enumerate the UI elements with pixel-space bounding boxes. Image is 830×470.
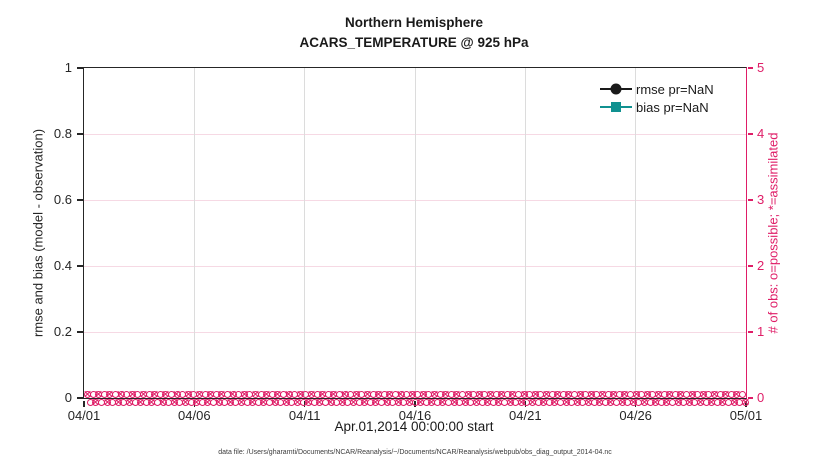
possible-obs-marker-icon (255, 399, 262, 406)
assimilated-obs-marker-icon (137, 399, 144, 406)
possible-obs-marker-icon (582, 391, 589, 398)
assimilated-obs-marker-icon (476, 391, 483, 398)
assimilated-obs-marker-icon (185, 391, 192, 398)
assimilated-obs-marker-icon (361, 399, 368, 406)
assimilated-obs-marker-icon (84, 391, 91, 398)
assimilated-obs-marker-icon (719, 399, 726, 406)
possible-obs-marker-icon (661, 391, 668, 398)
possible-obs-marker-icon (347, 391, 354, 398)
possible-obs-marker-icon (568, 399, 575, 406)
possible-obs-marker-icon (381, 391, 388, 398)
possible-obs-marker-icon (481, 391, 488, 398)
legend-item (600, 98, 714, 116)
x-axis-label: Apr.01,2014 00:00:00 start (334, 419, 494, 434)
possible-obs-marker-icon (221, 399, 228, 406)
possible-obs-marker-icon (378, 399, 385, 406)
possible-obs-marker-icon (579, 399, 586, 406)
possible-obs-marker-icon (425, 391, 432, 398)
assimilated-obs-marker-icon (599, 391, 606, 398)
assimilated-obs-marker-icon (655, 391, 662, 398)
possible-obs-marker-icon (291, 391, 298, 398)
possible-obs-marker-icon (325, 391, 332, 398)
assimilated-obs-marker-icon (495, 399, 502, 406)
possible-obs-marker-icon (705, 391, 712, 398)
y-left-tick-mark (77, 265, 83, 266)
assimilated-obs-marker-icon (529, 399, 536, 406)
possible-obs-marker-icon (101, 391, 108, 398)
vertical-gridline (525, 68, 526, 398)
possible-obs-marker-icon (624, 399, 631, 406)
y-left-tick-mark (77, 199, 83, 200)
assimilated-obs-marker-icon (286, 391, 293, 398)
possible-obs-marker-icon (258, 391, 265, 398)
assimilated-obs-marker-icon (375, 391, 382, 398)
x-tick-mark (194, 401, 195, 407)
possible-obs-marker-icon (714, 399, 721, 406)
assimilated-obs-marker-icon (182, 399, 189, 406)
assimilated-obs-marker-icon (353, 391, 360, 398)
possible-obs-marker-icon (87, 399, 94, 406)
possible-obs-marker-icon (593, 391, 600, 398)
possible-obs-marker-icon (649, 391, 656, 398)
assimilated-obs-marker-icon (160, 399, 167, 406)
legend-item-label: bias pr=NaN (636, 99, 709, 115)
assimilated-obs-marker-icon (328, 399, 335, 406)
assimilated-obs-marker-icon (104, 399, 111, 406)
assimilated-obs-marker-icon (596, 399, 603, 406)
assimilated-obs-marker-icon (151, 391, 158, 398)
y-left-tick-label: 0.4 (53, 258, 72, 273)
assimilated-obs-marker-icon (473, 399, 480, 406)
possible-obs-marker-icon (90, 391, 97, 398)
possible-obs-marker-icon (244, 399, 251, 406)
possible-obs-marker-icon (512, 399, 519, 406)
assimilated-obs-marker-icon (465, 391, 472, 398)
possible-obs-marker-icon (571, 391, 578, 398)
y-right-tick-label: 3 (757, 192, 765, 207)
assimilated-obs-marker-icon (484, 399, 491, 406)
assimilated-obs-marker-icon (722, 391, 729, 398)
assimilated-obs-marker-icon (218, 391, 225, 398)
x-tick-label: 04/16 (398, 408, 432, 423)
x-tick-mark (745, 401, 746, 407)
y-left-tick-label: 0.6 (53, 192, 72, 207)
possible-obs-marker-icon (157, 391, 164, 398)
y-right-tick-mark (748, 199, 754, 200)
y-right-tick-mark (748, 67, 754, 68)
possible-obs-marker-icon (728, 391, 735, 398)
vertical-gridline (415, 68, 416, 398)
x-tick-label: 04/11 (288, 408, 321, 423)
possible-obs-marker-icon (98, 399, 105, 406)
assimilated-obs-marker-icon (384, 399, 391, 406)
assimilated-obs-marker-icon (652, 399, 659, 406)
assimilated-obs-marker-icon (171, 399, 178, 406)
possible-obs-marker-icon (535, 399, 542, 406)
possible-obs-marker-icon (669, 399, 676, 406)
possible-obs-marker-icon (437, 391, 444, 398)
y-left-tick-label: 1 (64, 60, 72, 75)
assimilated-obs-marker-icon (675, 399, 682, 406)
assimilated-obs-marker-icon (115, 399, 122, 406)
assimilated-obs-marker-icon (677, 391, 684, 398)
assimilated-obs-marker-icon (731, 399, 738, 406)
assimilated-obs-marker-icon (565, 391, 572, 398)
possible-obs-marker-icon (459, 391, 466, 398)
assimilated-obs-marker-icon (92, 399, 99, 406)
assimilated-obs-marker-icon (686, 399, 693, 406)
assimilated-obs-marker-icon (241, 391, 248, 398)
assimilated-obs-marker-icon (263, 391, 270, 398)
legend-line-sample (600, 88, 632, 90)
possible-obs-marker-icon (683, 391, 690, 398)
y-left-tick-mark (77, 397, 83, 398)
assimilated-obs-marker-icon (551, 399, 558, 406)
possible-obs-marker-icon (202, 391, 209, 398)
y-axis-label-right: # of obs: o=possible; *=assimilated (765, 132, 781, 334)
possible-obs-marker-icon (314, 391, 321, 398)
y-left-tick-label: 0.8 (53, 126, 72, 141)
possible-obs-marker-icon (739, 391, 746, 398)
possible-obs-marker-icon (470, 391, 477, 398)
possible-obs-marker-icon (300, 399, 307, 406)
y-left-tick-mark (77, 67, 83, 68)
assimilated-obs-marker-icon (428, 399, 435, 406)
x-tick-label: 04/06 (178, 408, 211, 423)
assimilated-obs-marker-icon (577, 391, 584, 398)
y-right-tick-label: 0 (757, 390, 765, 405)
legend (600, 80, 714, 116)
assimilated-obs-marker-icon (532, 391, 539, 398)
assimilated-obs-marker-icon (230, 391, 237, 398)
chart-title-line1: Northern Hemisphere (344, 15, 484, 30)
y-left-tick-mark (77, 331, 83, 332)
possible-obs-marker-icon (680, 399, 687, 406)
possible-obs-marker-icon (445, 399, 452, 406)
assimilated-obs-marker-icon (339, 399, 346, 406)
possible-obs-marker-icon (224, 391, 231, 398)
assimilated-obs-marker-icon (708, 399, 715, 406)
possible-obs-marker-icon (501, 399, 508, 406)
possible-obs-marker-icon (392, 391, 399, 398)
possible-obs-marker-icon (112, 391, 119, 398)
possible-obs-marker-icon (213, 391, 220, 398)
possible-obs-marker-icon (616, 391, 623, 398)
possible-obs-marker-icon (560, 391, 567, 398)
assimilated-obs-marker-icon (106, 391, 113, 398)
possible-obs-marker-icon (322, 399, 329, 406)
possible-obs-marker-icon (165, 399, 172, 406)
assimilated-obs-marker-icon (294, 399, 301, 406)
possible-obs-marker-icon (123, 391, 130, 398)
possible-obs-marker-icon (336, 391, 343, 398)
possible-obs-marker-icon (246, 391, 253, 398)
assimilated-obs-marker-icon (297, 391, 304, 398)
assimilated-obs-marker-icon (487, 391, 494, 398)
possible-obs-marker-icon (109, 399, 116, 406)
vertical-gridline (304, 68, 305, 398)
possible-obs-marker-icon (154, 399, 161, 406)
assimilated-obs-marker-icon (700, 391, 707, 398)
assimilated-obs-marker-icon (162, 391, 169, 398)
possible-obs-marker-icon (367, 399, 374, 406)
possible-obs-marker-icon (546, 399, 553, 406)
possible-obs-marker-icon (232, 399, 239, 406)
vertical-gridline (635, 68, 636, 398)
possible-obs-marker-icon (658, 399, 665, 406)
y-right-tick-label: 2 (757, 258, 765, 273)
possible-obs-marker-icon (493, 391, 500, 398)
possible-obs-marker-icon (333, 399, 340, 406)
bias-square-marker-icon (611, 102, 621, 112)
y-right-tick-mark (748, 133, 754, 134)
assimilated-obs-marker-icon (148, 399, 155, 406)
x-tick-label: 04/26 (619, 408, 652, 423)
assimilated-obs-marker-icon (574, 399, 581, 406)
possible-obs-marker-icon (134, 391, 141, 398)
possible-obs-marker-icon (400, 399, 407, 406)
assimilated-obs-marker-icon (274, 391, 281, 398)
vertical-gridline (194, 68, 195, 398)
assimilated-obs-marker-icon (588, 391, 595, 398)
assimilated-obs-marker-icon (666, 391, 673, 398)
possible-obs-marker-icon (448, 391, 455, 398)
possible-obs-marker-icon (717, 391, 724, 398)
assimilated-obs-marker-icon (305, 399, 312, 406)
possible-obs-marker-icon (515, 391, 522, 398)
possible-obs-marker-icon (526, 391, 533, 398)
legend-item-label: rmse pr=NaN (636, 81, 714, 97)
y-right-tick-label: 4 (757, 126, 765, 141)
assimilated-obs-marker-icon (372, 399, 379, 406)
possible-obs-marker-icon (120, 399, 127, 406)
assimilated-obs-marker-icon (689, 391, 696, 398)
x-tick-label: 04/01 (67, 408, 101, 423)
possible-obs-marker-icon (725, 399, 732, 406)
assimilated-obs-marker-icon (451, 399, 458, 406)
y-left-tick-label: 0 (64, 390, 72, 405)
x-tick-label: 04/21 (509, 408, 542, 423)
possible-obs-marker-icon (703, 399, 710, 406)
assimilated-obs-marker-icon (238, 399, 245, 406)
possible-obs-marker-icon (423, 399, 430, 406)
possible-obs-marker-icon (627, 391, 634, 398)
possible-obs-marker-icon (403, 391, 410, 398)
assimilated-obs-marker-icon (498, 391, 505, 398)
assimilated-obs-marker-icon (442, 391, 449, 398)
assimilated-obs-marker-icon (431, 391, 438, 398)
assimilated-obs-marker-icon (207, 391, 214, 398)
possible-obs-marker-icon (434, 399, 441, 406)
assimilated-obs-marker-icon (272, 399, 279, 406)
possible-obs-marker-icon (694, 391, 701, 398)
assimilated-obs-marker-icon (126, 399, 133, 406)
assimilated-obs-marker-icon (733, 391, 740, 398)
assimilated-obs-marker-icon (364, 391, 371, 398)
possible-obs-marker-icon (143, 399, 150, 406)
assimilated-obs-marker-icon (644, 391, 651, 398)
assimilated-obs-marker-icon (174, 391, 181, 398)
assimilated-obs-marker-icon (342, 391, 349, 398)
possible-obs-marker-icon (479, 399, 486, 406)
possible-obs-marker-icon (235, 391, 242, 398)
possible-obs-marker-icon (647, 399, 654, 406)
possible-obs-marker-icon (356, 399, 363, 406)
assimilated-obs-marker-icon (509, 391, 516, 398)
assimilated-obs-marker-icon (319, 391, 326, 398)
possible-obs-marker-icon (389, 399, 396, 406)
assimilated-obs-marker-icon (398, 391, 405, 398)
assimilated-obs-marker-icon (641, 399, 648, 406)
possible-obs-marker-icon (199, 399, 206, 406)
possible-obs-marker-icon (605, 391, 612, 398)
possible-obs-marker-icon (490, 399, 497, 406)
assimilated-obs-marker-icon (216, 399, 223, 406)
assimilated-obs-marker-icon (386, 391, 393, 398)
assimilated-obs-marker-icon (540, 399, 547, 406)
x-tick-mark (414, 401, 415, 407)
possible-obs-marker-icon (557, 399, 564, 406)
possible-obs-marker-icon (269, 391, 276, 398)
y-right-tick-mark (748, 265, 754, 266)
possible-obs-marker-icon (613, 399, 620, 406)
y-axis-label-left: rmse and bias (model - observation) (30, 128, 46, 338)
assimilated-obs-marker-icon (330, 391, 337, 398)
x-tick-mark (304, 401, 305, 407)
possible-obs-marker-icon (210, 399, 217, 406)
assimilated-obs-marker-icon (585, 399, 592, 406)
y-right-tick-label: 5 (757, 60, 765, 75)
assimilated-obs-marker-icon (350, 399, 357, 406)
plot-area (30, 60, 781, 423)
possible-obs-marker-icon (266, 399, 273, 406)
rmse-circle-marker-icon (611, 84, 622, 95)
possible-obs-marker-icon (311, 399, 318, 406)
possible-obs-marker-icon (132, 399, 139, 406)
assimilated-obs-marker-icon (316, 399, 323, 406)
y-right-tick-mark (748, 397, 754, 398)
x-tick-label: 05/01 (729, 408, 763, 423)
y-left-tick-label: 0.2 (53, 324, 72, 339)
possible-obs-marker-icon (672, 391, 679, 398)
assimilated-obs-marker-icon (406, 399, 413, 406)
assimilated-obs-marker-icon (453, 391, 460, 398)
possible-obs-marker-icon (549, 391, 556, 398)
possible-obs-marker-icon (168, 391, 175, 398)
possible-obs-marker-icon (635, 399, 642, 406)
assimilated-obs-marker-icon (420, 391, 427, 398)
assimilated-obs-marker-icon (308, 391, 315, 398)
possible-obs-marker-icon (736, 399, 743, 406)
assimilated-obs-marker-icon (439, 399, 446, 406)
assimilated-obs-marker-icon (543, 391, 550, 398)
possible-obs-marker-icon (277, 399, 284, 406)
assimilated-obs-marker-icon (249, 399, 256, 406)
legend-item (600, 80, 714, 98)
y-right-tick-label: 1 (757, 324, 765, 339)
possible-obs-marker-icon (691, 399, 698, 406)
possible-obs-marker-icon (602, 399, 609, 406)
assimilated-obs-marker-icon (619, 399, 626, 406)
assimilated-obs-marker-icon (118, 391, 125, 398)
assimilated-obs-marker-icon (227, 399, 234, 406)
possible-obs-marker-icon (456, 399, 463, 406)
assimilated-obs-marker-icon (697, 399, 704, 406)
assimilated-obs-marker-icon (95, 391, 102, 398)
possible-obs-marker-icon (344, 399, 351, 406)
possible-obs-marker-icon (638, 391, 645, 398)
assimilated-obs-marker-icon (252, 391, 259, 398)
possible-obs-marker-icon (370, 391, 377, 398)
x-tick-mark (635, 401, 636, 407)
data-file-footnote: data file: /Users/gharamti/Documents/NCAR/Reanalysis/~/Documents/NCAR/Reanalysis/webpub/obs_diag_output_2014-04.nc (218, 449, 612, 456)
assimilated-obs-marker-icon (283, 399, 290, 406)
chart-title (83, 13, 745, 53)
assimilated-obs-marker-icon (563, 399, 570, 406)
possible-obs-marker-icon (179, 391, 186, 398)
possible-obs-marker-icon (146, 391, 153, 398)
possible-obs-marker-icon (537, 391, 544, 398)
assimilated-obs-marker-icon (204, 399, 211, 406)
assimilated-obs-marker-icon (129, 391, 136, 398)
y-right-tick-mark (748, 331, 754, 332)
assimilated-obs-marker-icon (260, 399, 267, 406)
assimilated-obs-marker-icon (140, 391, 147, 398)
assimilated-obs-marker-icon (621, 391, 628, 398)
assimilated-obs-marker-icon (417, 399, 424, 406)
assimilated-obs-marker-icon (607, 399, 614, 406)
assimilated-obs-marker-icon (663, 399, 670, 406)
x-tick-mark (83, 401, 84, 407)
possible-obs-marker-icon (591, 399, 598, 406)
possible-obs-marker-icon (176, 399, 183, 406)
possible-obs-marker-icon (504, 391, 511, 398)
assimilated-obs-marker-icon (507, 399, 514, 406)
possible-obs-marker-icon (288, 399, 295, 406)
assimilated-obs-marker-icon (711, 391, 718, 398)
assimilated-obs-marker-icon (610, 391, 617, 398)
assimilated-obs-marker-icon (554, 391, 561, 398)
assimilated-obs-marker-icon (395, 399, 402, 406)
assimilated-obs-marker-icon (196, 391, 203, 398)
possible-obs-marker-icon (467, 399, 474, 406)
assimilated-obs-marker-icon (462, 399, 469, 406)
legend-line-sample (600, 106, 632, 108)
y-left-tick-mark (77, 133, 83, 134)
x-tick-mark (525, 401, 526, 407)
possible-obs-marker-icon (358, 391, 365, 398)
chart-title-line2: ACARS_TEMPERATURE @ 925 hPa (299, 35, 529, 50)
possible-obs-marker-icon (280, 391, 287, 398)
